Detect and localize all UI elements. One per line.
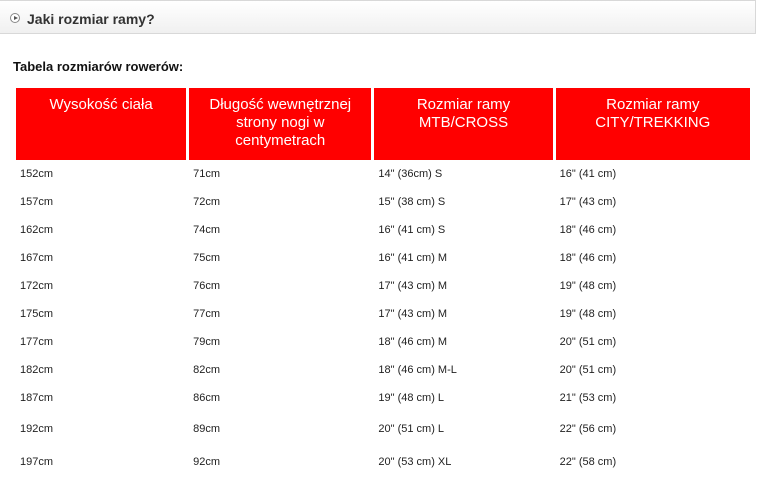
cell-inseam: 75cm: [193, 252, 221, 264]
cell-city-frame: 19" (48 cm): [559, 308, 617, 320]
column-header-inseam: Długość wewnętrznej strony nogi w centymetrach: [189, 88, 371, 160]
cell-inseam: 92cm: [193, 455, 221, 468]
cell-height: 192cm: [20, 422, 54, 435]
cell-height: 172cm: [20, 280, 54, 292]
section-title[interactable]: Jaki rozmiar ramy?: [27, 11, 155, 27]
cell-city-frame: 17" (43 cm): [559, 196, 617, 208]
cell-mtb-frame: 20" (53 cm) XL: [378, 455, 452, 468]
column-header-height: Wysokość ciała: [16, 88, 186, 160]
cell-mtb-frame: 17" (43 cm) M: [378, 308, 448, 320]
table-row: [16, 188, 750, 216]
cell-mtb-frame: 18" (46 cm) M-L: [378, 364, 457, 376]
section-header[interactable]: [0, 0, 756, 34]
cell-mtb-frame: 16" (41 cm) M: [378, 252, 448, 264]
cell-inseam: 77cm: [193, 308, 221, 320]
table-row: [16, 412, 750, 445]
cell-city-frame: 20" (51 cm): [559, 336, 617, 348]
cell-city-frame: 20" (51 cm): [559, 364, 617, 376]
cell-height: 182cm: [20, 364, 54, 376]
table-row: [16, 384, 750, 412]
cell-inseam: 86cm: [193, 392, 221, 404]
cell-mtb-frame: 20" (51 cm) L: [378, 422, 445, 435]
cell-height: 177cm: [20, 336, 54, 348]
table-row: [16, 445, 750, 478]
table-row: [16, 272, 750, 300]
cell-height: 162cm: [20, 224, 54, 236]
size-table: [13, 88, 753, 478]
cell-mtb-frame: 19" (48 cm) L: [378, 392, 445, 404]
table-row: [16, 216, 750, 244]
cell-height: 175cm: [20, 308, 54, 320]
table-row: [16, 356, 750, 384]
column-header-city-frame: Rozmiar ramy CITY/TREKKING: [556, 88, 750, 160]
cell-height: 157cm: [20, 196, 54, 208]
cell-city-frame: 19" (48 cm): [559, 280, 617, 292]
cell-mtb-frame: 16" (41 cm) S: [378, 224, 446, 236]
cell-height: 187cm: [20, 392, 54, 404]
table-header-row: [16, 88, 750, 160]
table-row: [16, 160, 750, 188]
cell-inseam: 82cm: [193, 364, 221, 376]
table-row: [16, 328, 750, 356]
cell-height: 152cm: [20, 168, 54, 180]
cell-inseam: 74cm: [193, 224, 221, 236]
table-caption: Tabela rozmiarów rowerów:: [13, 59, 184, 74]
cell-city-frame: 22" (56 cm): [559, 422, 617, 435]
cell-inseam: 89cm: [193, 422, 221, 435]
cell-city-frame: 22" (58 cm): [559, 455, 617, 468]
cell-inseam: 79cm: [193, 336, 221, 348]
table-row: [16, 244, 750, 272]
cell-mtb-frame: 17" (43 cm) M: [378, 280, 448, 292]
cell-inseam: 71cm: [193, 168, 221, 180]
cell-mtb-frame: 15" (38 cm) S: [378, 196, 446, 208]
cell-inseam: 76cm: [193, 280, 221, 292]
column-header-mtb-frame: Rozmiar ramy MTB/CROSS: [374, 88, 552, 160]
cell-city-frame: 21" (53 cm): [559, 392, 617, 404]
expand-arrow-icon[interactable]: [10, 13, 20, 23]
cell-mtb-frame: 14" (36cm) S: [378, 168, 443, 180]
cell-city-frame: 16" (41 cm): [559, 168, 617, 180]
cell-city-frame: 18" (46 cm): [559, 224, 617, 236]
cell-city-frame: 18" (46 cm): [559, 252, 617, 264]
cell-inseam: 72cm: [193, 196, 221, 208]
cell-height: 197cm: [20, 455, 54, 468]
cell-height: 167cm: [20, 252, 54, 264]
table-row: [16, 300, 750, 328]
cell-mtb-frame: 18" (46 cm) M: [378, 336, 448, 348]
